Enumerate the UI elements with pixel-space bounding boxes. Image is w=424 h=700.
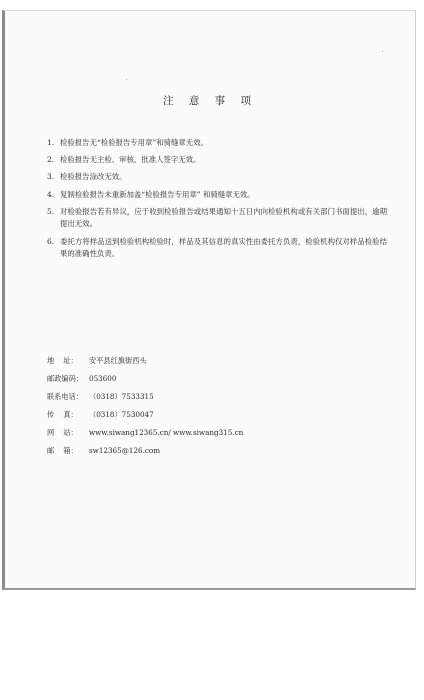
phone-value: （0318）7533315: [89, 391, 154, 401]
note-number: 2.: [47, 155, 55, 165]
contact-label: 邮 箱：: [47, 445, 78, 455]
note-number: 3.: [47, 172, 55, 182]
contact-row-website: [47, 426, 387, 440]
document-page: [2, 10, 416, 590]
note-text: 复制检验报告未重新加盖“检验报告专用章” 和骑缝章无效。: [60, 189, 255, 199]
note-text: 委托方将样品送到检验机构检验时，样品及其信息的真实性由委托方负责，检验机构仅对样品检验结果的准确性负责。: [60, 236, 387, 259]
postcode-value: 053600: [89, 373, 117, 383]
page-title: 注 意 事 项: [162, 95, 257, 107]
note-item: [47, 236, 387, 261]
notes-list: [47, 137, 387, 265]
scan-speck: [126, 79, 127, 80]
email-value: sw12365@126.com: [89, 445, 161, 455]
contact-label: 邮政编码：: [47, 373, 83, 383]
note-number: 1.: [47, 138, 55, 147]
contact-info: [47, 354, 387, 462]
fax-value: （0318）7530047: [89, 409, 154, 419]
contact-row-phone: [47, 390, 387, 404]
contact-label: 传 真：: [47, 409, 78, 419]
contact-row-address: [47, 354, 387, 368]
note-item: [47, 206, 387, 231]
website-value: www.siwang12365.cn/ www.siwang315.cn: [89, 427, 244, 437]
contact-label: 地 址：: [47, 356, 78, 365]
note-number: 4.: [47, 189, 55, 199]
contact-row-email: [47, 444, 387, 458]
note-text: 检验报告无主检、审核、批准人签字无效。: [60, 155, 201, 165]
note-text: 检验报告无“检验报告专用章”和骑缝章无效。: [60, 138, 208, 147]
contact-row-postcode: [47, 372, 387, 386]
note-text: 检验报告涂改无效。: [60, 172, 127, 182]
note-number: 5.: [47, 206, 55, 216]
contact-label: 网 站：: [47, 427, 78, 437]
note-text: 对检验报告若有异议，应于收到检验报告或结果通知十五日内向检验机构或有关部门书面提出，逾期提出无效。: [60, 206, 387, 229]
contact-row-fax: [47, 408, 387, 422]
scan-speck: [382, 51, 383, 52]
contact-label: 联系电话：: [47, 391, 83, 401]
note-item: [47, 171, 387, 184]
note-number: 6.: [47, 236, 55, 246]
address-value: 安平县红旗街西头: [89, 356, 147, 365]
note-item: [47, 189, 387, 202]
note-item: [47, 137, 387, 150]
note-item: [47, 154, 387, 167]
